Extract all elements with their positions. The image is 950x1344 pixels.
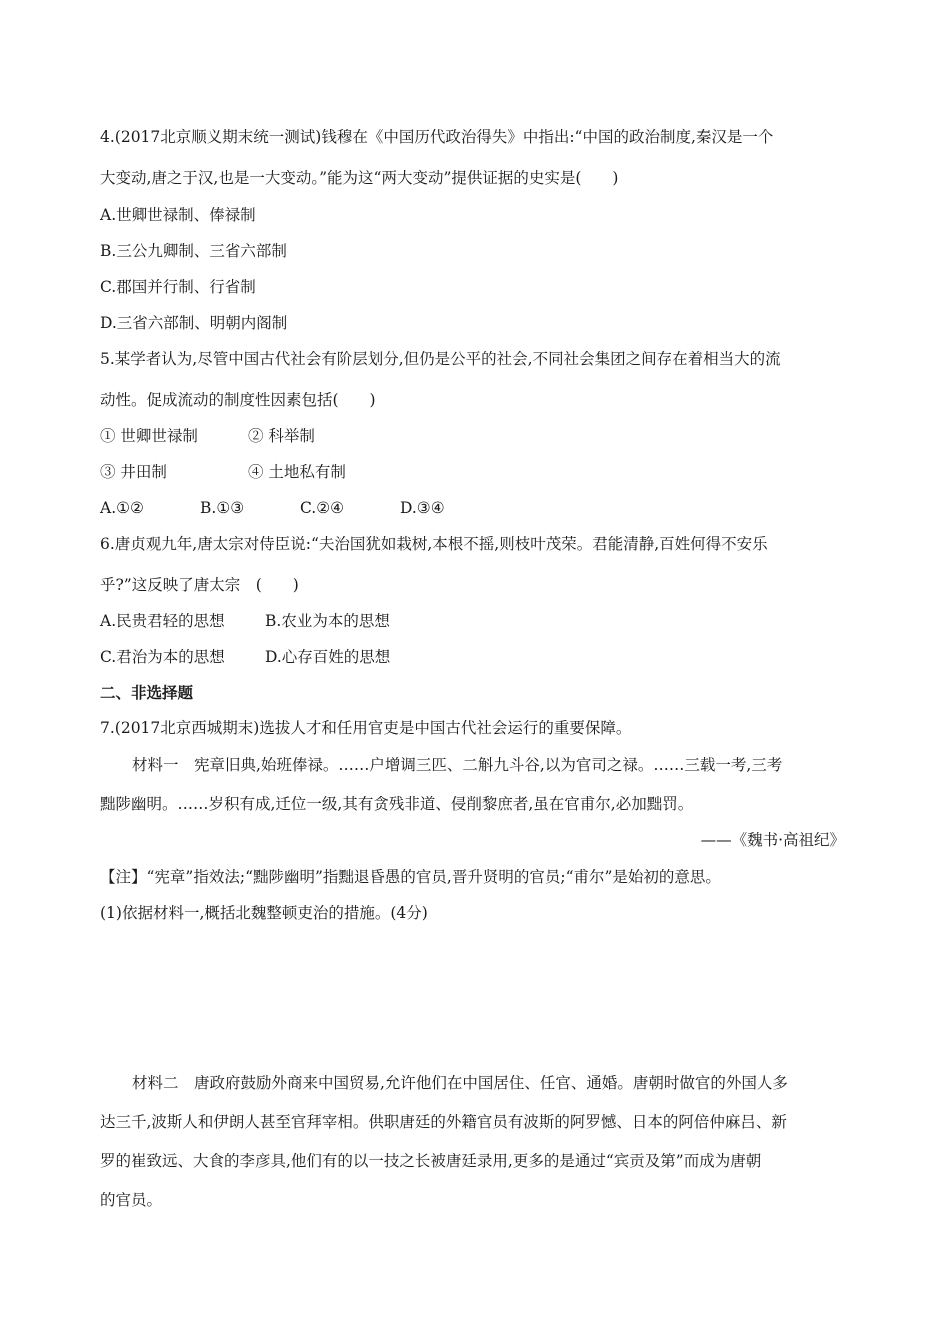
q6-option-a: A.民贵君轻的思想 bbox=[100, 612, 225, 630]
q7-material2-line-3: 罗的崔致远、大食的李彦具,他们有的以一技之长被唐廷录用,更多的是通过“宾贡及第”而成为唐朝 bbox=[100, 1152, 762, 1170]
q4-stem-line-1: 4.(2017北京顺义期末统一测试)钱穆在《中国历代政治得失》中指出:“中国的政治制度,秦汉是一个 bbox=[100, 128, 774, 146]
q7-material1-source: ——《魏书·高祖纪》 bbox=[700, 831, 845, 849]
q5-stem-line-1: 5.某学者认为,尽管中国古代社会有阶层划分,但仍是公平的社会,不同社会集团之间存在着相当大的流 bbox=[100, 350, 781, 368]
q5-option-a: A.①② bbox=[100, 499, 144, 517]
q7-stem: 7.(2017北京西城期末)选拔人才和任用官吏是中国古代社会运行的重要保障。 bbox=[100, 719, 632, 737]
q6-options-row-1 bbox=[100, 611, 390, 631]
section-heading: 二、非选择题 bbox=[100, 684, 194, 702]
q7-subquestion-1: (1)依据材料一,概括北魏整顿吏治的措施。(4分) bbox=[100, 904, 428, 922]
q6-option-d: D.心存百姓的思想 bbox=[265, 648, 391, 666]
q6-option-b: B.农业为本的思想 bbox=[265, 612, 390, 630]
q5-stem-line-2: 动性。促成流动的制度性因素包括( ) bbox=[100, 391, 376, 409]
q5-item-2: ② 科举制 bbox=[248, 427, 315, 445]
q5-item-3: ③ 井田制 bbox=[100, 463, 167, 481]
q6-stem-line-2: 乎?”这反映了唐太宗 ( ) bbox=[100, 576, 299, 594]
q5-option-d: D.③④ bbox=[400, 499, 445, 517]
q4-option-c: C.郡国并行制、行省制 bbox=[100, 278, 256, 296]
q5-options bbox=[100, 498, 445, 518]
q4-option-a: A.世卿世禄制、俸禄制 bbox=[100, 206, 256, 224]
q4-stem-line-2: 大变动,唐之于汉,也是一大变动。”能为这“两大变动”提供证据的史实是( ) bbox=[100, 169, 619, 187]
q5-items-row-2 bbox=[100, 462, 346, 482]
q4-option-d: D.三省六部制、明朝内阁制 bbox=[100, 314, 288, 332]
q7-material2-line-1: 材料二 唐政府鼓励外商来中国贸易,允许他们在中国居住、任官、通婚。唐朝时做官的外国人多 bbox=[132, 1074, 788, 1092]
q6-stem-line-1: 6.唐贞观九年,唐太宗对侍臣说:“夫治国犹如栽树,本根不摇,则枝叶茂荣。君能清静,百姓何得不安乐 bbox=[100, 535, 768, 553]
q7-material1-line-1: 材料一 宪章旧典,始班俸禄。……户增调三匹、二斛九斗谷,以为官司之禄。……三载一考,三考 bbox=[132, 756, 783, 774]
q6-option-c: C.君治为本的思想 bbox=[100, 648, 225, 666]
q4-option-b: B.三公九卿制、三省六部制 bbox=[100, 242, 287, 260]
q6-options-row-2 bbox=[100, 647, 390, 667]
q7-material1-line-2: 黜陟幽明。……岁积有成,迁位一级,其有贪残非道、侵削黎庶者,虽在官甫尔,必加黜罚。 bbox=[100, 795, 694, 813]
q5-item-4: ④ 土地私有制 bbox=[248, 463, 346, 481]
q5-items-row-1 bbox=[100, 426, 315, 446]
q7-material2-line-4: 的官员。 bbox=[100, 1191, 163, 1209]
q7-note: 【注】“宪章”指效法;“黜陟幽明”指黜退昏愚的官员,晋升贤明的官员;“甫尔”是始初的意思。 bbox=[100, 868, 721, 886]
q7-material2-line-2: 达三千,波斯人和伊朗人甚至官拜宰相。供职唐廷的外籍官员有波斯的阿罗憾、日本的阿倍仲麻吕、新 bbox=[100, 1113, 787, 1131]
q5-option-b: B.①③ bbox=[200, 499, 245, 517]
q5-option-c: C.②④ bbox=[300, 499, 345, 517]
q5-item-1: ① 世卿世禄制 bbox=[100, 427, 198, 445]
